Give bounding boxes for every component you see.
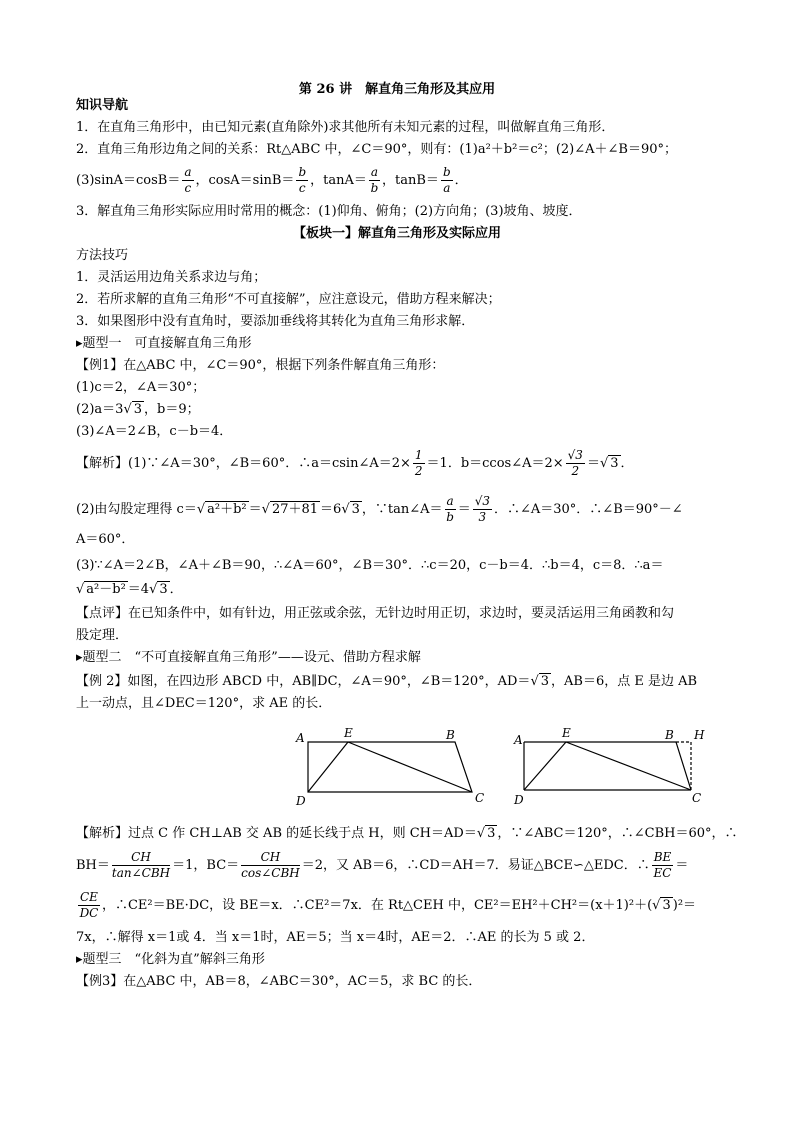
numerator: 1 (414, 448, 423, 462)
denominator: DC (79, 906, 99, 920)
denominator: c (298, 181, 306, 195)
label-d: D (296, 794, 306, 808)
numerator: a (370, 165, 379, 179)
numerator: b (442, 165, 451, 179)
comment-1-cont: 股定理． (76, 628, 129, 643)
denominator: b (370, 181, 379, 195)
label-e: E (562, 726, 571, 740)
text: ，∵tan∠A＝ (361, 502, 443, 517)
radicand: 3 (159, 582, 168, 597)
label-c: C (475, 791, 485, 805)
fraction (445, 494, 456, 525)
label-h: H (694, 728, 705, 742)
fraction (473, 494, 492, 525)
section-heading-1: 【板块一】解直角三角形及实际应用 (292, 226, 501, 241)
fraction (441, 165, 453, 196)
knowledge-item-1: 1．在直角三角形中，由已知元素(直角除外)求其他所有未知元素的过程，叫做解直角三角形． (76, 120, 615, 135)
radicand: 3 (351, 502, 360, 517)
radicand: a²＋b² (207, 502, 247, 517)
formula-text: ，tanA＝ (310, 173, 367, 188)
comment-1: 【点评】在已知条件中，如有针边，用正弦或余弦，无针边时用正切，求边时，要灵活运用三角函教和勾 (76, 606, 675, 621)
numerator: a (446, 494, 454, 508)
fraction (652, 850, 674, 881)
radicand: 3 (662, 898, 671, 913)
formula-text: ，cosA＝sinB＝ (195, 173, 295, 188)
text: BH＝ (76, 858, 110, 873)
text: 【例 2】如图，在四边形 ABCD 中，AB∥DC，∠A＝90°，∠B＝120°，AD＝ (76, 674, 531, 689)
numerator: CE (80, 890, 98, 904)
text: ．∴∠A＝30°．∴∠B＝90°－∠ (493, 502, 683, 517)
text: ，AB＝6，点 E 是边 AB (551, 674, 698, 689)
denominator: cos∠CBH (241, 866, 300, 880)
radicand: a²－b² (86, 582, 126, 597)
text: (2)由勾股定理得 c＝ (76, 502, 197, 517)
text: ＝1．b＝ccos∠A＝2× (426, 456, 564, 471)
solution-1-part-2: (2)由勾股定理得 c＝√ a²＋b² ＝√ 27＋81 ＝6√ 3 ，∵tan∠A＝ $\frac{a}{b}$ ＝ $\frac{√3}{3}$ ．∴∠A＝30°．∴∠B＝90°－∠ (76, 494, 683, 524)
solution-1-part-1: 【解析】(1)∵∠A＝30°，∠B＝60°．∴a＝csin∠A＝2× $\frac{1}{2}$ ＝1．b＝ccos∠A＝2× $\frac{√3}{2}$ ＝√ 3 ． (76, 448, 634, 478)
numerator: a (184, 165, 192, 179)
fraction (369, 165, 380, 196)
text: 【解析】过点 C 作 CH⊥AB 交 AB 的延长线于点 H，则 CH＝AD＝ (76, 826, 477, 841)
label-b: B (446, 728, 455, 742)
method-item-1: 1．灵活运用边角关系求边与角； (76, 270, 267, 285)
text: (2)a＝3 (76, 402, 124, 417)
solution-1-part-3: (3)∵∠A＝2∠B，∠A＋∠B＝90，∴∠A＝60°，∠B＝30°．∴c＝20，c－b＝4．∴b＝4，c＝8．∴a＝ (76, 558, 664, 573)
fraction (241, 850, 300, 881)
radicand: 3 (133, 402, 143, 417)
solution-1-part-2-cont: A＝60°． (76, 532, 135, 547)
label-d: D (514, 793, 524, 807)
type-heading-2: ▸题型二 “不可直接解直角三角形”——设元、借助方程求解 (76, 650, 421, 665)
text: ＝6 (320, 502, 342, 517)
method-heading: 方法技巧 (76, 248, 129, 263)
fraction (413, 448, 425, 479)
text: ＝4 (127, 582, 150, 597)
fraction (296, 165, 308, 196)
formula-text: ，tanB＝ (382, 173, 439, 188)
label-a: A (296, 731, 305, 745)
denominator: 3 (478, 510, 487, 524)
solution-2-line-3: $\frac{CE}{DC}$ ，∴CE²＝BE·DC，设 BE＝x．∴CE²＝7x．在 Rt△CEH 中，CE²＝EH²＋CH²＝(x＋1)²＋(√ 3 )²＝ (79, 890, 697, 920)
text: ＝2，又 AB＝6，∴CD＝AH＝7．易证△BCE∽△EDC．∴ (301, 858, 650, 873)
knowledge-item-2-formulas (76, 164, 734, 198)
text: ． (620, 456, 634, 471)
text: ＝ (675, 858, 689, 873)
example-1-part-3: (3)∠A＝2∠B，c－b＝4． (76, 424, 233, 439)
method-item-3: 3．如果图形中没有直角时，要添加垂线将其转化为直角三角形求解． (76, 314, 475, 329)
type-heading-1: ▸题型一 可直接解直角三角形 (76, 336, 252, 351)
formula-text: (3)sinA＝cosB＝ (76, 173, 181, 188)
numerator: b (298, 165, 307, 179)
solution-2-line-1: 【解析】过点 C 作 CH⊥AB 交 AB 的延长线于点 H，则 CH＝AD＝√ 3 ，∵∠ABC＝120°，∴∠CBH＝60°，∴ (76, 826, 738, 841)
numerator: BE (653, 850, 672, 864)
text: ＝1，BC＝ (172, 858, 240, 873)
formula-text: ． (454, 173, 468, 188)
text: ，b＝9； (144, 402, 200, 417)
denominator: b (446, 510, 454, 524)
numerator: CH (112, 850, 170, 866)
denominator: c (184, 181, 192, 195)
denominator: tan∠CBH (111, 866, 171, 880)
type-heading-3: ▸题型三 “化斜为直”解斜三角形 (76, 952, 265, 967)
label-e: E (344, 726, 353, 740)
knowledge-item-3: 3．解直角三角形实际应用时常用的概念：(1)仰角、俯角；(2)方向角；(3)坡角、坡度． (76, 204, 582, 219)
figure-trapezoid (290, 722, 500, 812)
denominator: a (443, 181, 451, 195)
fraction (112, 850, 170, 881)
method-item-2: 2．若所求解的直角三角形“不可直接解”，应注意设元，借助方程来解决； (76, 292, 501, 307)
radicand: 27＋81 (271, 502, 319, 517)
text: 【解析】(1)∵∠A＝30°，∠B＝60°．∴a＝csin∠A＝2× (76, 456, 411, 471)
label-a: A (514, 733, 523, 747)
label-c: C (692, 791, 702, 805)
radicand: 3 (540, 674, 550, 689)
solution-1-part-3-cont: √ a²－b² ＝4√ 3 ． (76, 582, 183, 597)
numerator: √3 (567, 448, 583, 462)
text: ＝ (248, 502, 262, 517)
text: ＝ (586, 456, 600, 471)
text: ，∵∠ABC＝120°，∴∠CBH＝60°，∴ (497, 826, 738, 841)
fraction (566, 448, 585, 479)
numerator: CH (241, 850, 300, 866)
example-2-cont: 上一动点，且∠DEC＝120°，求 AE 的长． (76, 696, 332, 711)
example-1-part-2: (2)a＝3√ 3 ，b＝9； (76, 402, 200, 417)
text: ． (169, 582, 183, 597)
example-3: 【例3】在△ABC 中，AB＝8，∠ABC＝30°，AC＝5，求 BC 的长． (76, 974, 482, 989)
fraction (78, 890, 100, 921)
denominator: EC (653, 866, 672, 880)
radicand: 3 (610, 456, 619, 471)
knowledge-heading: 知识导航 (76, 98, 129, 113)
fraction (182, 165, 193, 196)
solution-2-line-4: 7x，∴解得 x＝1或 4．当 x＝1时，AE＝5；当 x＝4时，AE＝2．∴AE 的长为 5 或 2． (76, 930, 595, 945)
text: ＝ (457, 502, 471, 517)
figure-rectangle (510, 722, 710, 812)
numerator: √3 (474, 494, 490, 508)
denominator: 2 (414, 464, 423, 478)
text: )²＝ (672, 898, 697, 913)
denominator: 2 (571, 464, 580, 478)
radicand: 3 (487, 826, 496, 841)
example-2: 【例 2】如图，在四边形 ABCD 中，AB∥DC，∠A＝90°，∠B＝120°，AD＝√ 3 ，AB＝6，点 E 是边 AB (76, 674, 698, 689)
page-title: 第 26 讲 解直角三角形及其应用 (298, 82, 496, 97)
label-b: B (665, 728, 674, 742)
example-1-part-1: (1)c＝2，∠A＝30°； (76, 380, 206, 395)
example-1: 【例1】在△ABC 中，∠C＝90°，根据下列条件解直角三角形： (76, 358, 445, 373)
text: ，∴CE²＝BE·DC，设 BE＝x．∴CE²＝7x．在 Rt△CEH 中，CE²＝EH²＋CH²＝(x＋1)²＋( (101, 898, 653, 913)
solution-2-line-2 (76, 848, 734, 884)
knowledge-item-2: 2．直角三角形边角之间的关系：Rt△ABC 中，∠C＝90°，则有：(1)a²＋b²＝c²；(2)∠A＋∠B＝90°； (76, 142, 678, 157)
